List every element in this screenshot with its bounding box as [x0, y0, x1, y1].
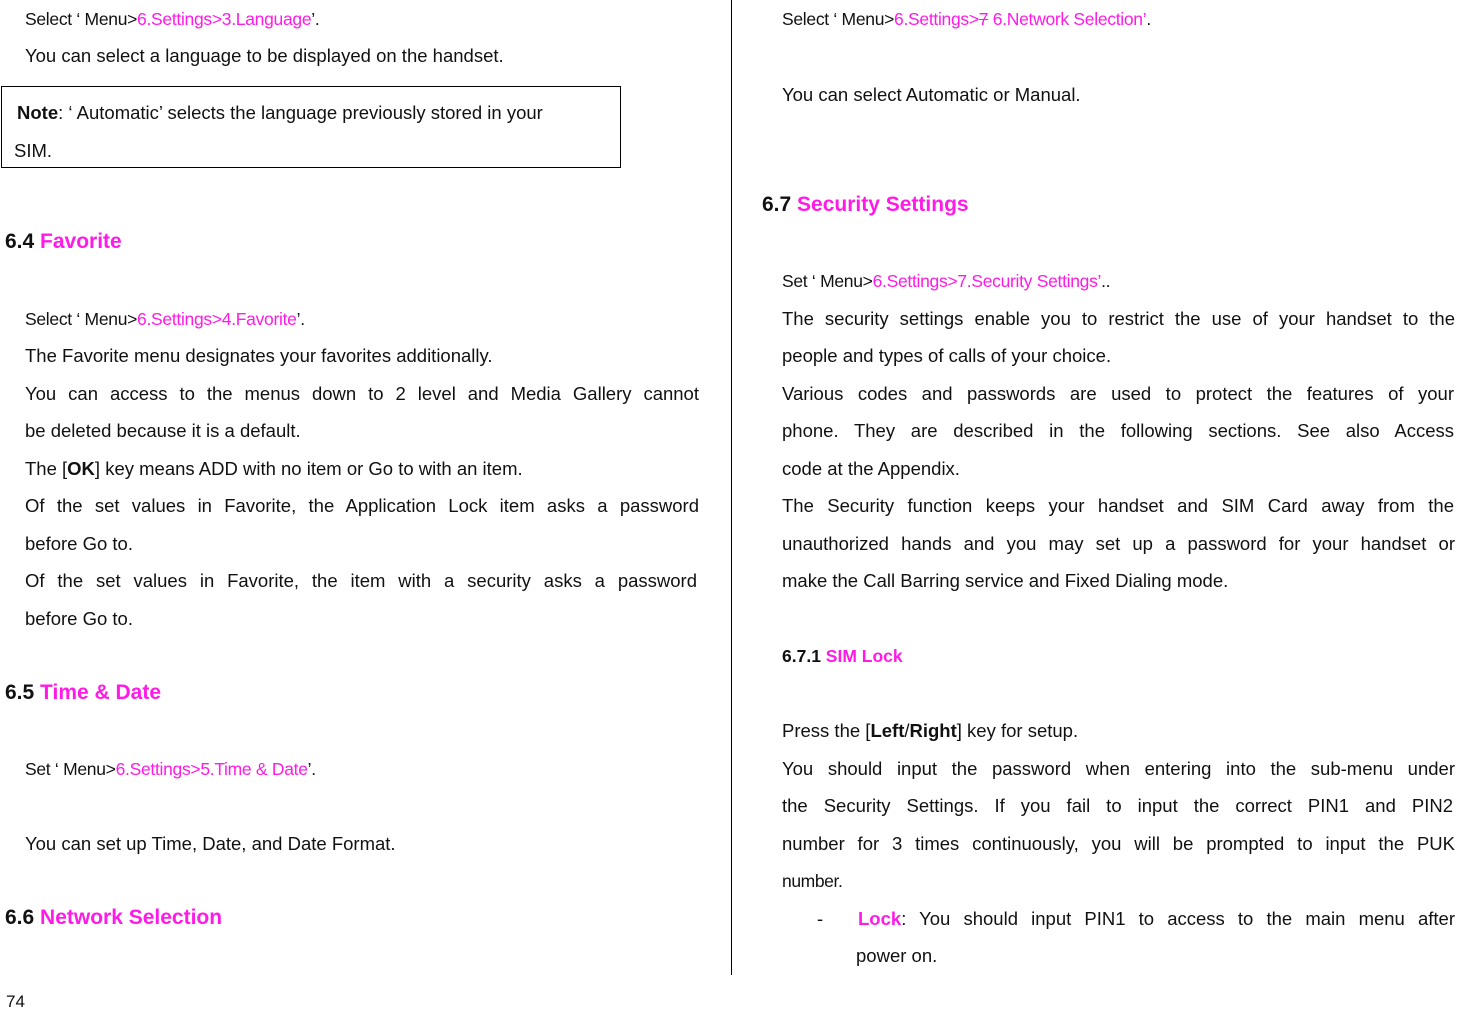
subsection-heading-sim-lock — [782, 645, 903, 667]
favorite-paragraph: The Favorite menu designates your favorites additionally. — [25, 345, 493, 366]
section-number: 6.5 — [5, 681, 41, 704]
favorite-paragraph: You can access to the menus down to 2 level and Media Gallery cannot — [25, 383, 699, 404]
section-heading-favorite — [5, 229, 122, 255]
language-description: You can select a language to be displayed on the handset. — [25, 45, 504, 66]
section-heading-time-date — [5, 680, 161, 706]
security-paragraph: The security settings enable you to restrict the use of your handset to the — [782, 308, 1455, 329]
menu-path-prefix: Select ‘ Menu> — [782, 9, 895, 29]
menu-path-prefix: Select ‘ Menu> — [25, 9, 138, 29]
section-title: Network Selection — [40, 906, 223, 929]
favorite-paragraph: Of the set values in Favorite, the Application Lock item asks a password — [25, 495, 699, 516]
menu-path-link: 6.Settings>3.Language — [137, 9, 312, 29]
menu-path-suffix: ’. — [311, 9, 320, 29]
left-key-label: Left — [870, 720, 905, 741]
section-number: 6.7 — [762, 193, 798, 216]
right-key-label: Right — [909, 720, 957, 741]
menu-path-prefix: Set ‘ Menu> — [782, 271, 873, 291]
security-paragraph: Various codes and passwords are used to protect the features of your — [782, 383, 1454, 404]
network-menu-path — [782, 8, 1151, 30]
note-line — [17, 102, 543, 124]
section-number: 6.4 — [5, 230, 41, 253]
text-run: ] key for setup. — [956, 720, 1079, 741]
sim-lock-paragraph: number for 3 times continuously, you will be prompted to input the PUK — [782, 833, 1455, 854]
note-box — [1, 86, 621, 168]
lock-bullet-item — [858, 908, 1455, 930]
bullet-dash: - — [817, 908, 824, 929]
text-run: The [ — [25, 458, 68, 479]
section-title: Time & Date — [40, 681, 162, 704]
note-text: : ‘ Automatic’ selects the language previously stored in your — [58, 102, 543, 123]
page-number: 74 — [6, 992, 25, 1011]
sim-lock-paragraph: number. — [782, 871, 843, 891]
section-number: 6.7.1 — [782, 646, 826, 666]
column-divider — [731, 0, 732, 975]
sim-lock-paragraph: You should input the password when entering into the sub-menu under — [782, 758, 1455, 779]
section-title: SIM Lock — [825, 646, 903, 666]
ok-key-label: OK — [67, 458, 95, 479]
security-paragraph: The Security function keeps your handset and SIM Card away from the — [782, 495, 1454, 516]
security-paragraph: code at the Appendix. — [782, 458, 960, 479]
menu-path-suffix: ’. — [296, 309, 305, 329]
network-description: You can select Automatic or Manual. — [782, 84, 1081, 105]
favorite-paragraph: be deleted because it is a default. — [25, 420, 301, 441]
menu-path-prefix: Set ‘ Menu> — [25, 759, 116, 779]
text-run: : You should input PIN1 to access to the main menu after — [901, 908, 1455, 929]
favorite-paragraph: before Go to. — [25, 533, 133, 554]
menu-path-suffix: ’. — [307, 759, 316, 779]
menu-path-link: 6.Settings> — [894, 9, 979, 29]
favorite-ok-paragraph — [25, 458, 523, 480]
menu-path-prefix: Select ‘ Menu> — [25, 309, 138, 329]
menu-path-link: 6.Settings>5.Time & Date — [115, 759, 308, 779]
lock-bullet-continuation: power on. — [856, 945, 938, 966]
lock-label: Lock — [858, 908, 902, 929]
section-title: Favorite — [40, 230, 122, 253]
text-run: / — [904, 720, 910, 741]
favorite-paragraph: before Go to. — [25, 608, 133, 629]
security-paragraph: phone. They are described in the following sections. See also Access — [782, 420, 1454, 441]
note-label: Note — [17, 102, 59, 123]
section-number: 6.6 — [5, 906, 41, 929]
language-menu-path — [25, 8, 319, 30]
menu-path-link: 6.Settings>7.Security Settings’ — [872, 271, 1102, 291]
text-run: Press the [ — [782, 720, 871, 741]
menu-path-suffix: .. — [1101, 271, 1111, 291]
menu-path-link: 6.Settings>4.Favorite — [137, 309, 297, 329]
favorite-menu-path — [25, 308, 305, 330]
security-menu-path — [782, 270, 1110, 292]
text-run: ] key means ADD with no item or Go to with an item. — [94, 458, 523, 479]
menu-path-suffix: . — [1146, 9, 1151, 29]
sim-lock-paragraph: the Security Settings. If you fail to input the correct PIN1 and PIN2 — [782, 795, 1453, 816]
note-line-2: SIM. — [14, 140, 53, 161]
time-date-menu-path — [25, 758, 316, 780]
security-paragraph: make the Call Barring service and Fixed Dialing mode. — [782, 570, 1229, 591]
section-title: Security Settings — [797, 193, 969, 216]
security-paragraph: unauthorized hands and you may set up a password for your handset or — [782, 533, 1455, 554]
menu-path-link: 6.Network Selection’ — [988, 9, 1147, 29]
section-heading-network — [5, 905, 222, 931]
sim-lock-key-paragraph — [782, 720, 1078, 742]
security-paragraph: people and types of calls of your choice. — [782, 345, 1112, 366]
favorite-paragraph: Of the set values in Favorite, the item with a security asks a password — [25, 570, 697, 591]
struck-number: 7 — [978, 9, 989, 29]
section-heading-security — [762, 192, 969, 218]
time-date-description: You can set up Time, Date, and Date Format. — [25, 833, 396, 854]
